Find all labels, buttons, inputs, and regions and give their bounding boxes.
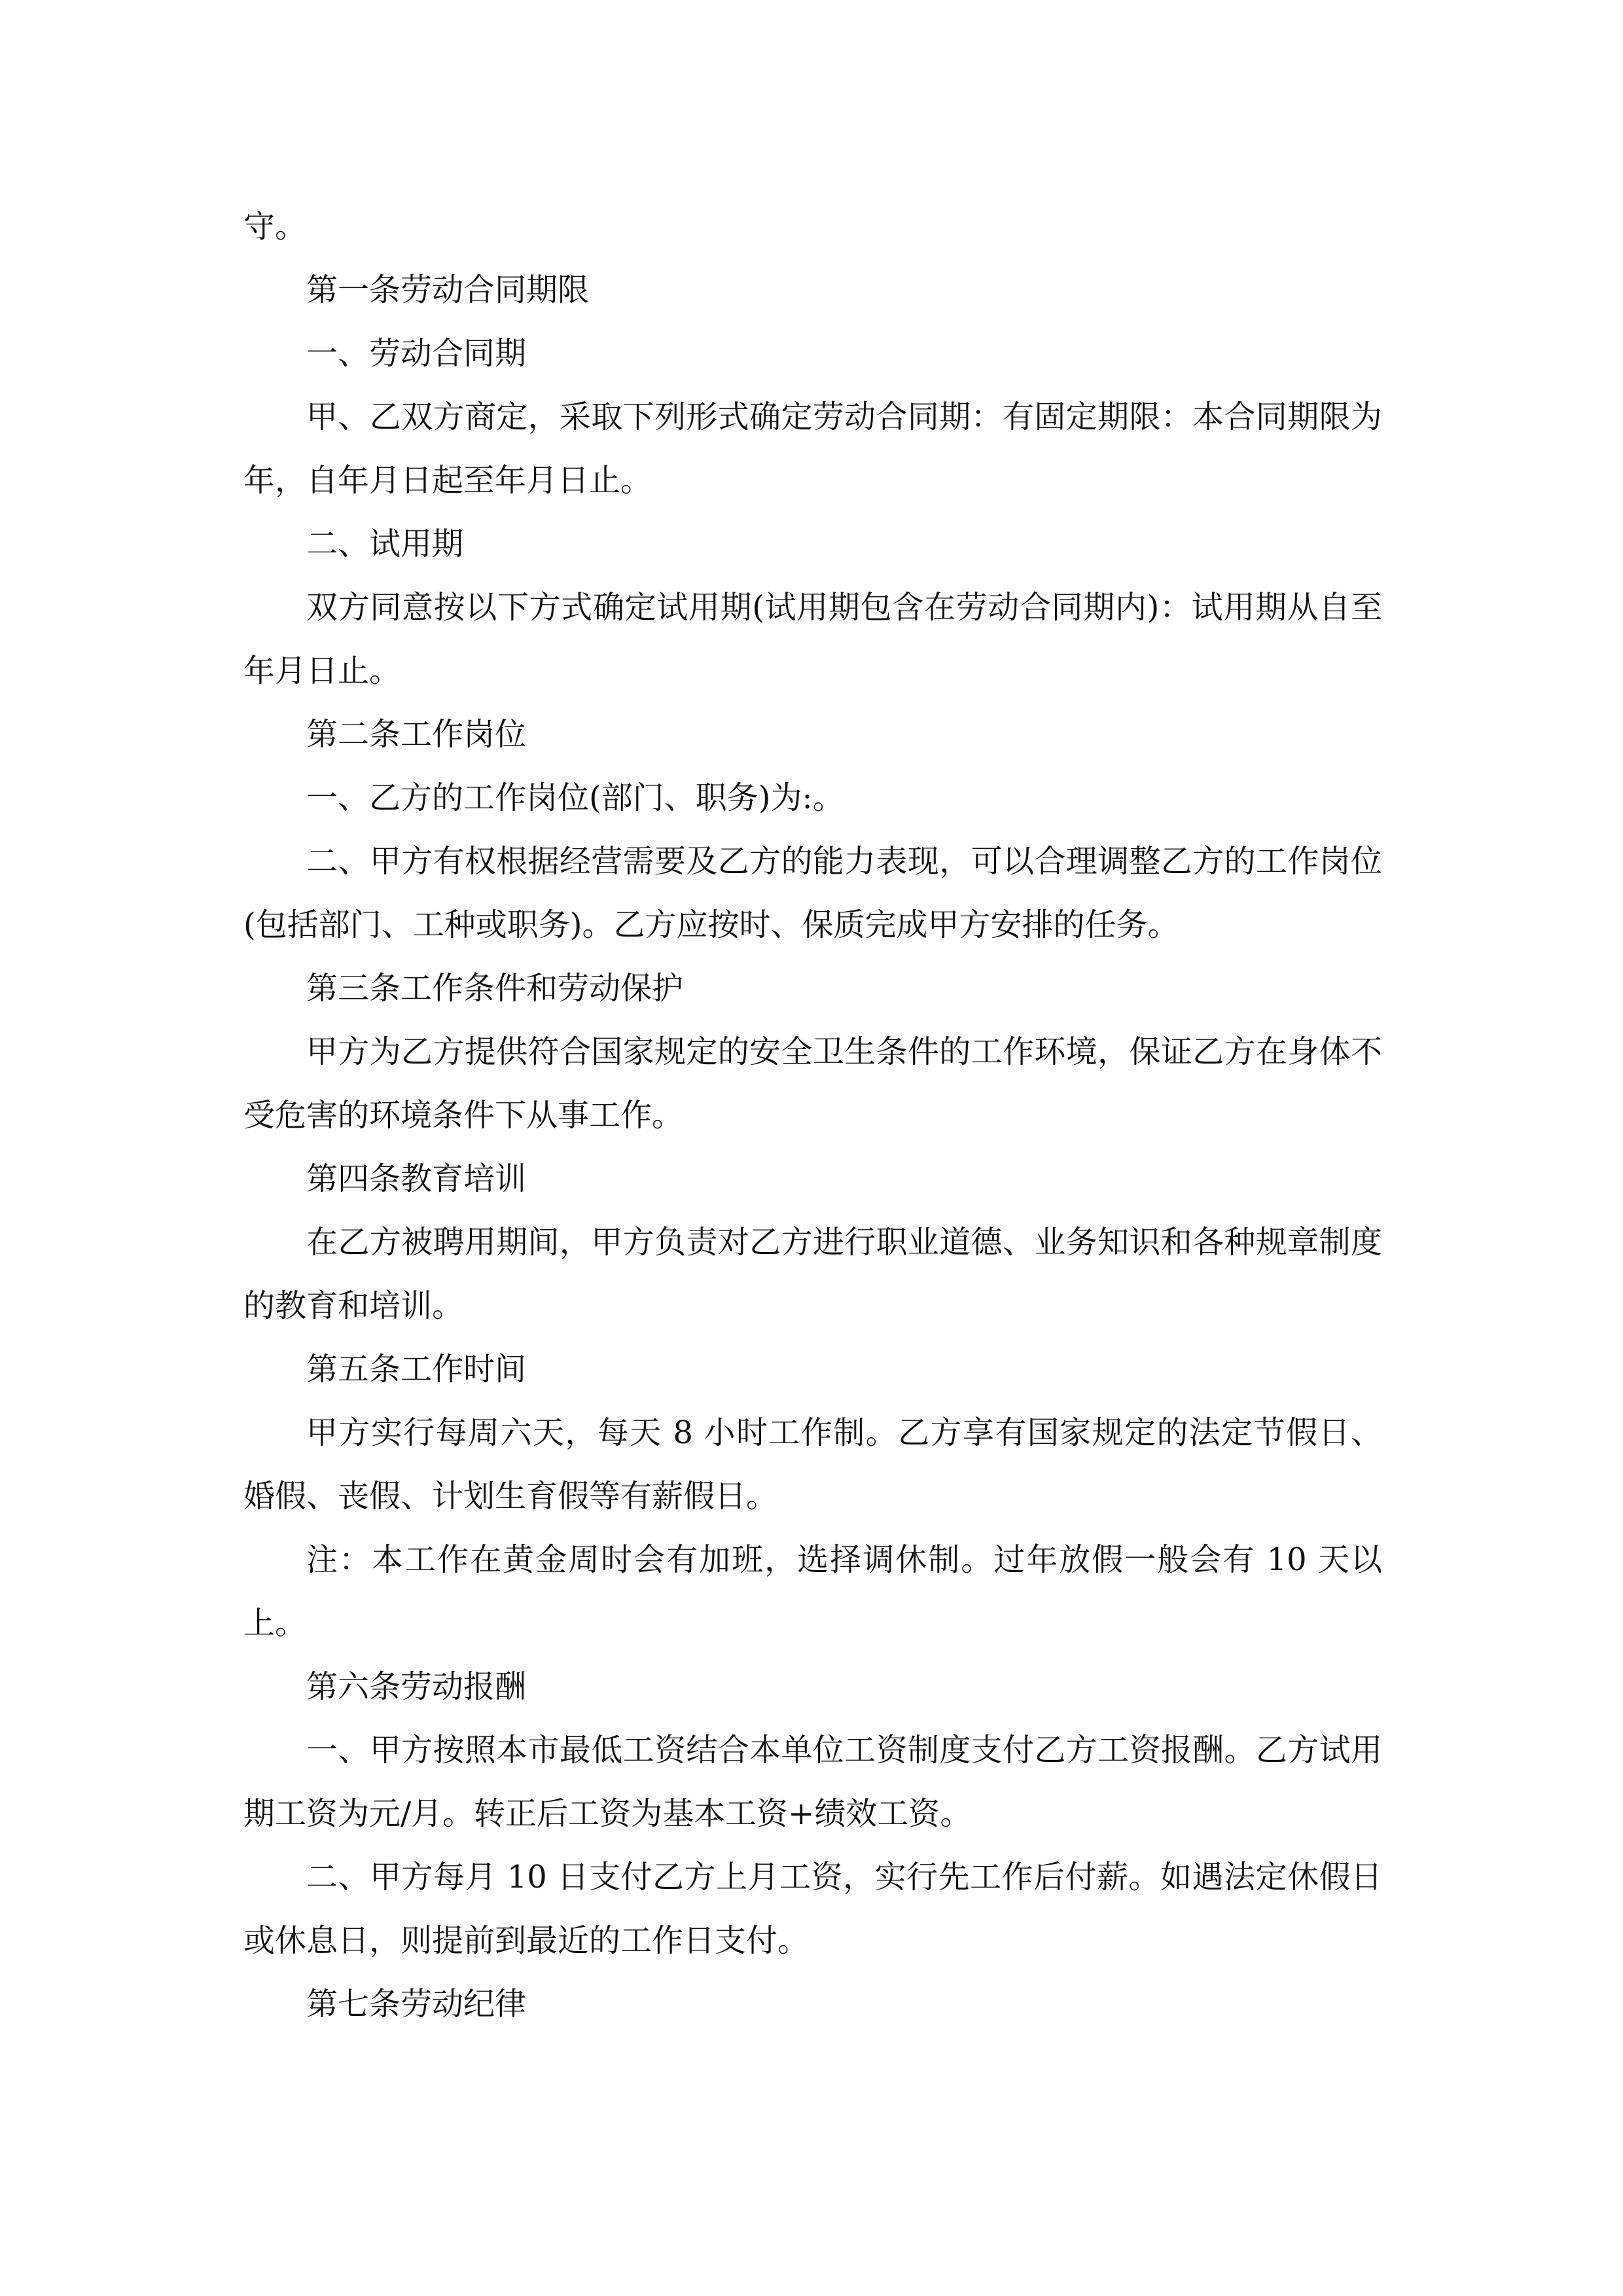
paragraph: 甲、乙双方商定，采取下列形式确定劳动合同期：有固定期限：本合同期限为年，自年月日起至年月日止。 bbox=[243, 399, 1382, 499]
section-heading: 第三条工作条件和劳动保护 bbox=[306, 970, 684, 1007]
section-heading: 第五条工作时间 bbox=[306, 1351, 527, 1388]
section-heading: 第七条劳动纪律 bbox=[306, 1986, 527, 2022]
paragraph: 二、甲方每月 10 日支付乙方上月工资，实行先工作后付薪。如遇法定休假日或休息日，则提前到最近的工作日支付。 bbox=[243, 1859, 1382, 1959]
section-heading: 第四条教育培训 bbox=[306, 1160, 527, 1197]
section-heading: 第一条劳动合同期限 bbox=[306, 272, 590, 308]
paragraph: 甲方实行每周六天，每天 8 小时工作制。乙方享有国家规定的法定节假日、婚假、丧假、计划生育假等有薪假日。 bbox=[243, 1414, 1382, 1515]
paragraph: 在乙方被聘用期间，甲方负责对乙方进行职业道德、业务知识和各种规章制度的教育和培训。 bbox=[243, 1224, 1382, 1324]
paragraph: 二、甲方有权根据经营需要及乙方的能力表现，可以合理调整乙方的工作岗位(包括部门、工种或职务)。乙方应按时、保质完成甲方安排的任务。 bbox=[243, 843, 1382, 943]
note-paragraph: 注：本工作在黄金周时会有加班，选择调休制。过年放假一般会有 10 天以上。 bbox=[243, 1541, 1382, 1641]
document-body bbox=[243, 195, 1382, 2036]
paragraph: 一、乙方的工作岗位(部门、职务)为:。 bbox=[306, 780, 844, 816]
subsection-heading: 二、试用期 bbox=[306, 526, 464, 562]
paragraph: 双方同意按以下方式确定试用期(试用期包含在劳动合同期内)：试用期从自至年月日止。 bbox=[243, 589, 1382, 689]
subsection-heading: 一、劳动合同期 bbox=[306, 335, 527, 372]
section-heading: 第二条工作岗位 bbox=[306, 716, 527, 753]
paragraph: 守。 bbox=[243, 208, 307, 245]
paragraph: 甲方为乙方提供符合国家规定的安全卫生条件的工作环境，保证乙方在身体不受危害的环境条件下从事工作。 bbox=[243, 1033, 1382, 1134]
section-heading: 第六条劳动报酬 bbox=[306, 1668, 527, 1705]
paragraph: 一、甲方按照本市最低工资结合本单位工资制度支付乙方工资报酬。乙方试用期工资为元/月。转正后工资为基本工资+绩效工资。 bbox=[243, 1732, 1382, 1832]
